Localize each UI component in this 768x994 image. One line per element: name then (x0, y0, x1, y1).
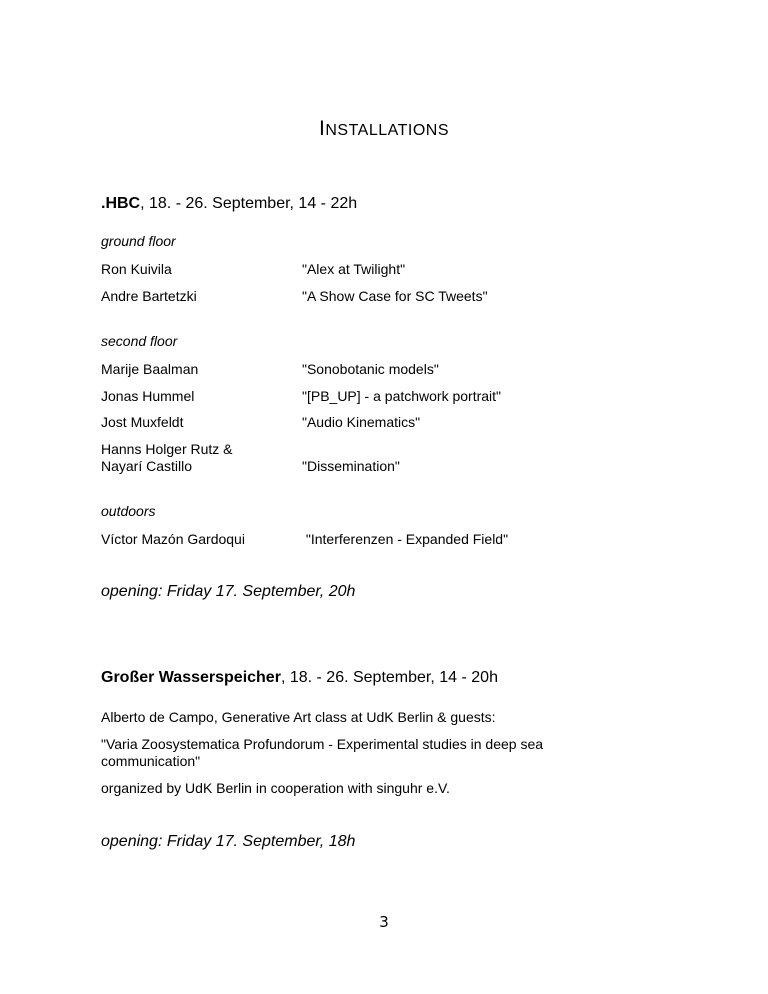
artist-name-line-2: Nayarí Castillo (101, 458, 193, 474)
title-rest: NSTALLATIONS (325, 122, 449, 139)
artist-name: Andre Bartetzki (101, 288, 197, 304)
artist-name-line-1: Hanns Holger Rutz & (101, 441, 233, 457)
artist-name (101, 441, 233, 475)
project-title: "Varia Zoosystematica Profundorum - Experimental studies in deep sea communication" (101, 736, 544, 769)
title-initial: I (319, 117, 326, 140)
artist-name: Jonas Hummel (101, 388, 195, 404)
work-title: "Alex at Twilight" (302, 261, 406, 277)
work-title: "A Show Case for SC Tweets" (302, 288, 488, 304)
venue-info: , 18. - 26. September, 14 - 22h (140, 195, 358, 212)
artist-name: Víctor Mazón Gardoqui (101, 531, 245, 547)
venue-name: .HBC (101, 195, 141, 212)
page-number: 3 (379, 913, 389, 931)
participants-line: Alberto de Campo, Generative Art class at UdK Berlin & guests: (101, 709, 496, 725)
work-title: "Dissemination" (302, 458, 400, 474)
work-title: "Audio Kinematics" (302, 414, 421, 430)
section-label-second-floor: second floor (101, 333, 178, 349)
venue-info: , 18. - 26. September, 14 - 20h (280, 669, 498, 686)
artist-name: Jost Muxfeldt (101, 414, 184, 430)
page-title (0, 117, 768, 141)
work-title: "Interferenzen - Expanded Field" (302, 531, 509, 547)
opening-wasserspeicher: opening: Friday 17. September, 18h (101, 833, 356, 850)
work-title: "[PB_UP] - a patchwork portrait" (302, 388, 502, 404)
section-label-ground-floor: ground floor (101, 233, 176, 249)
artist-name: Marije Baalman (101, 361, 199, 377)
work-title: "Sonobotanic models" (302, 361, 439, 377)
organizer-line: organized by UdK Berlin in cooperation with singuhr e.V. (101, 780, 450, 796)
venue-name: Großer Wasserspeicher (101, 669, 281, 686)
venue-heading-hbc (101, 195, 357, 213)
venue-heading-wasserspeicher (101, 669, 498, 687)
opening-hbc: opening: Friday 17. September, 20h (101, 583, 356, 600)
artist-name: Ron Kuivila (101, 261, 172, 277)
section-label-outdoors: outdoors (101, 503, 156, 519)
